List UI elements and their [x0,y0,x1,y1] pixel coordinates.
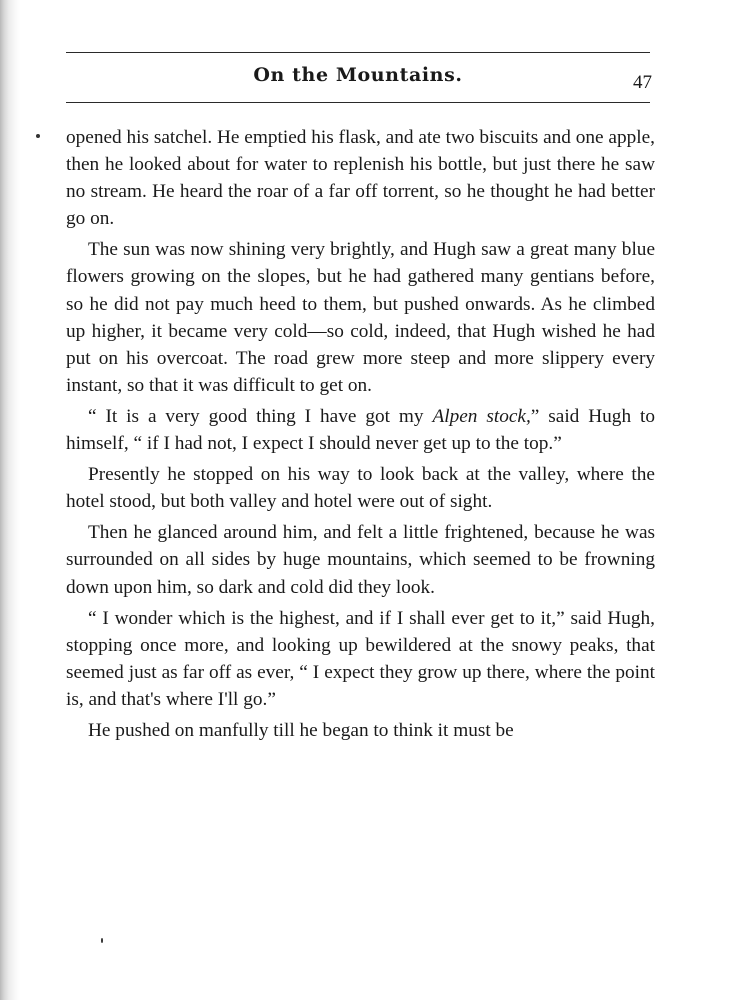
page-number: 47 [633,72,652,93]
header-top-rule [66,52,650,53]
paragraph-3-text-start: “ It is a very good thing I have got my [88,405,433,427]
paragraph-7: He pushed on manfully till he began to think it must be [88,719,514,741]
header-bottom-rule [66,102,650,103]
ink-speck [101,938,103,943]
paragraph-2: The sun was now shining very brightly, and Hugh saw a great many blue flowers growing on the slopes, but he had gathered many gentians before, so he did not pay much heed to them, but pushed onwards. As he climbed up higher, it became very cold—so cold, indeed, that Hugh wished he had put on his overcoat. The road grew more steep and more slippery every instant, so that it was difficult to get on. [66,239,655,396]
alpen-stock-italic: Alpen stock, [432,405,531,427]
paragraph-5: Then he glanced around him, and felt a little frightened, because he was surrounded on all sides by huge mountains, which seemed to be frowning down upon him, so dark and cold did they look. [66,522,655,598]
running-title: On the Mountains. [253,64,463,86]
page-body [66,124,655,744]
paragraph-3 [66,403,655,457]
paragraph-1: opened his satchel. He emptied his flask, and ate two biscuits and one apple, then he looked about for water to replenish his bottle, but just there he saw no stream. He heard the roar of a far off torrent, so he thought he had better go on. [66,127,655,230]
page-gutter-shadow [0,0,20,1000]
paragraph-3-text-end: ” said Hugh to himself, “ if I had not, I expect I should never get up to the top.” [66,405,656,455]
ink-speck [36,134,40,138]
paragraph-4: Presently he stopped on his way to look back at the valley, where the hotel stood, but both valley and hotel were out of sight. [66,464,655,513]
paragraph-6: “ I wonder which is the highest, and if I shall ever get to it,” said Hugh, stopping once more, and looking up bewildered at the snowy peaks, that seemed just as far off as ever, “ I expect they grow up there, where the point is, and that's where I'll go.” [66,607,655,710]
